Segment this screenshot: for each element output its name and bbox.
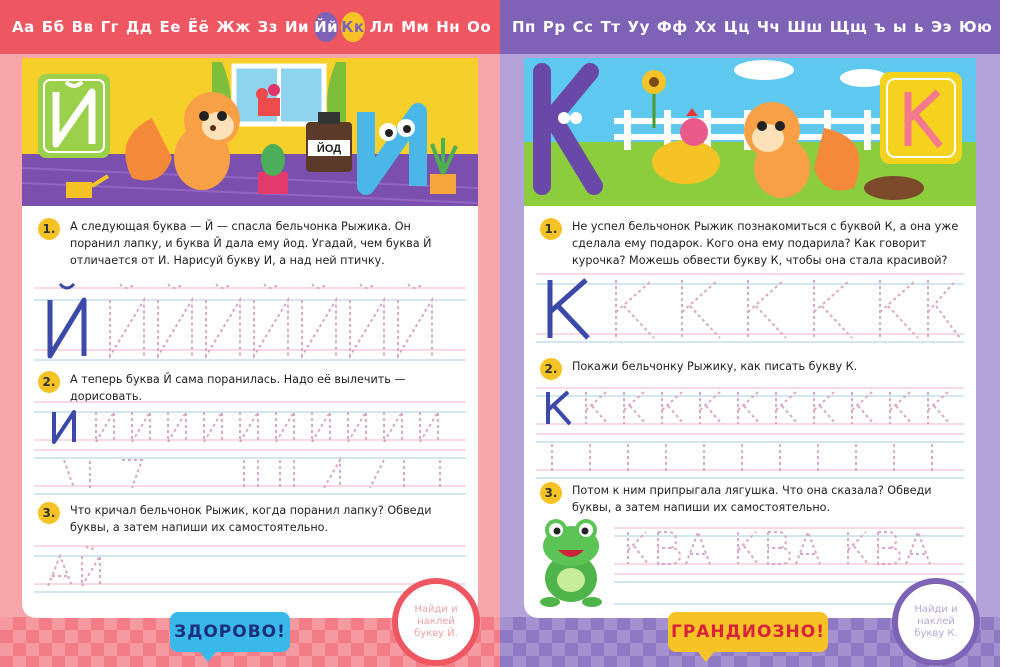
worksheet-card-left — [22, 58, 478, 618]
tracing-row-3-left — [34, 540, 466, 594]
alphabet-letter: Зз — [257, 18, 278, 36]
task-number: 1. — [540, 218, 562, 240]
alphabet-bar-left — [0, 0, 500, 54]
task-number: 2. — [38, 371, 60, 393]
alphabet-letter: Лл — [369, 18, 395, 36]
tracing-row-1-right — [536, 270, 964, 346]
task-1-right — [540, 218, 960, 269]
alphabet-letter: Мм — [401, 18, 430, 36]
alphabet-letter: Яя — [999, 18, 1022, 36]
tracing-row-2-left — [34, 396, 466, 496]
task-number: 1. — [38, 218, 60, 240]
left-page — [0, 0, 500, 667]
praise-badge-left: ЗДОРОВО! — [170, 612, 290, 652]
alphabet-letter: Щщ — [829, 18, 868, 36]
alphabet-letter: Цц — [723, 18, 750, 36]
alphabet-letter: Юю — [959, 18, 993, 36]
tracing-row-1-left — [34, 280, 466, 362]
alphabet-letter: Фф — [656, 18, 688, 36]
sticker-spot-right[interactable]: Найди и наклей букву К. — [892, 578, 980, 666]
alphabet-letter: Йй — [314, 12, 338, 42]
alphabet-letter: Кк — [341, 12, 364, 42]
alphabet-letter: ь — [914, 18, 925, 36]
alphabet-letter: Нн — [436, 18, 461, 36]
alphabet-letter: Чч — [756, 18, 781, 36]
praise-badge-right: ГРАНДИОЗНО! — [668, 612, 828, 652]
alphabet-letter: Оо — [467, 18, 492, 36]
task-number: 2. — [540, 358, 562, 380]
alphabet-letter: Гг — [100, 18, 119, 36]
alphabet-letter: Ёё — [187, 18, 210, 36]
alphabet-letter: Пп — [512, 18, 536, 36]
task-text: Что кричал бельчонок Рыжик, когда поранил лапку? Обведи буквы, а затем напиши их самостоятельно. — [70, 504, 432, 534]
alphabet-bar-right — [500, 0, 1022, 54]
task-text: Не успел бельчонок Рыжик познакомиться с буквой К, а она уже сделала ему подарок. Кого она ему подарила? Как говорит курочка? Можешь обвести букву К, чтобы она стала красивой? — [572, 220, 959, 267]
alphabet-letter: Тт — [600, 18, 621, 36]
illustration-squirrel-k — [524, 58, 976, 206]
sticker-spot-left[interactable]: Найди и наклей букву Й. — [392, 578, 480, 666]
alphabet-letter: Аа — [12, 18, 35, 36]
alphabet-letter: Бб — [41, 18, 65, 36]
task-3-left — [38, 502, 462, 536]
task-number: 3. — [38, 502, 60, 524]
task-2-right — [540, 358, 960, 380]
alphabet-letter: ъ — [874, 18, 887, 36]
alphabet-letter: Дд — [126, 18, 153, 36]
task-1-left — [38, 218, 462, 269]
alphabet-letter: Сс — [572, 18, 594, 36]
iod-label: ЙОД — [316, 143, 342, 155]
illustration-squirrel-iod — [22, 58, 478, 206]
alphabet-letter: Ээ — [931, 18, 953, 36]
alphabet-letter: Хх — [694, 18, 717, 36]
right-page — [500, 0, 1022, 667]
worksheet-card-right — [524, 58, 976, 618]
task-text: А следующая буква — Й — спасла бельчонка Рыжика. Он поранил лапку, и буква Й дала ему йод. Угадай, чем буква Й отличается от И. Нарисуй букву И, а над ней птичку. — [70, 220, 432, 267]
alphabet-letter: Ии — [285, 18, 310, 36]
alphabet-letter: Жж — [216, 18, 251, 36]
alphabet-letter: ы — [893, 18, 908, 36]
alphabet-letter: Уу — [627, 18, 650, 36]
alphabet-letter: Ее — [159, 18, 181, 36]
task-text: Потом к ним припрыгала лягушка. Что она сказала? Обведи буквы, а затем напиши их самостоятельно. — [572, 484, 932, 514]
frog-illustration — [536, 516, 606, 614]
alphabet-letter: Шш — [787, 18, 823, 36]
task-text: Покажи бельчонку Рыжику, как писать букву К. — [572, 360, 858, 373]
task-number: 3. — [540, 482, 562, 504]
alphabet-letter: Рр — [542, 18, 566, 36]
alphabet-letter: Вв — [71, 18, 94, 36]
task-text: А теперь буква Й сама поранилась. Надо её вылечить — дорисовать. — [70, 373, 406, 403]
task-3-right — [540, 482, 960, 516]
tracing-row-2-right — [536, 384, 964, 484]
